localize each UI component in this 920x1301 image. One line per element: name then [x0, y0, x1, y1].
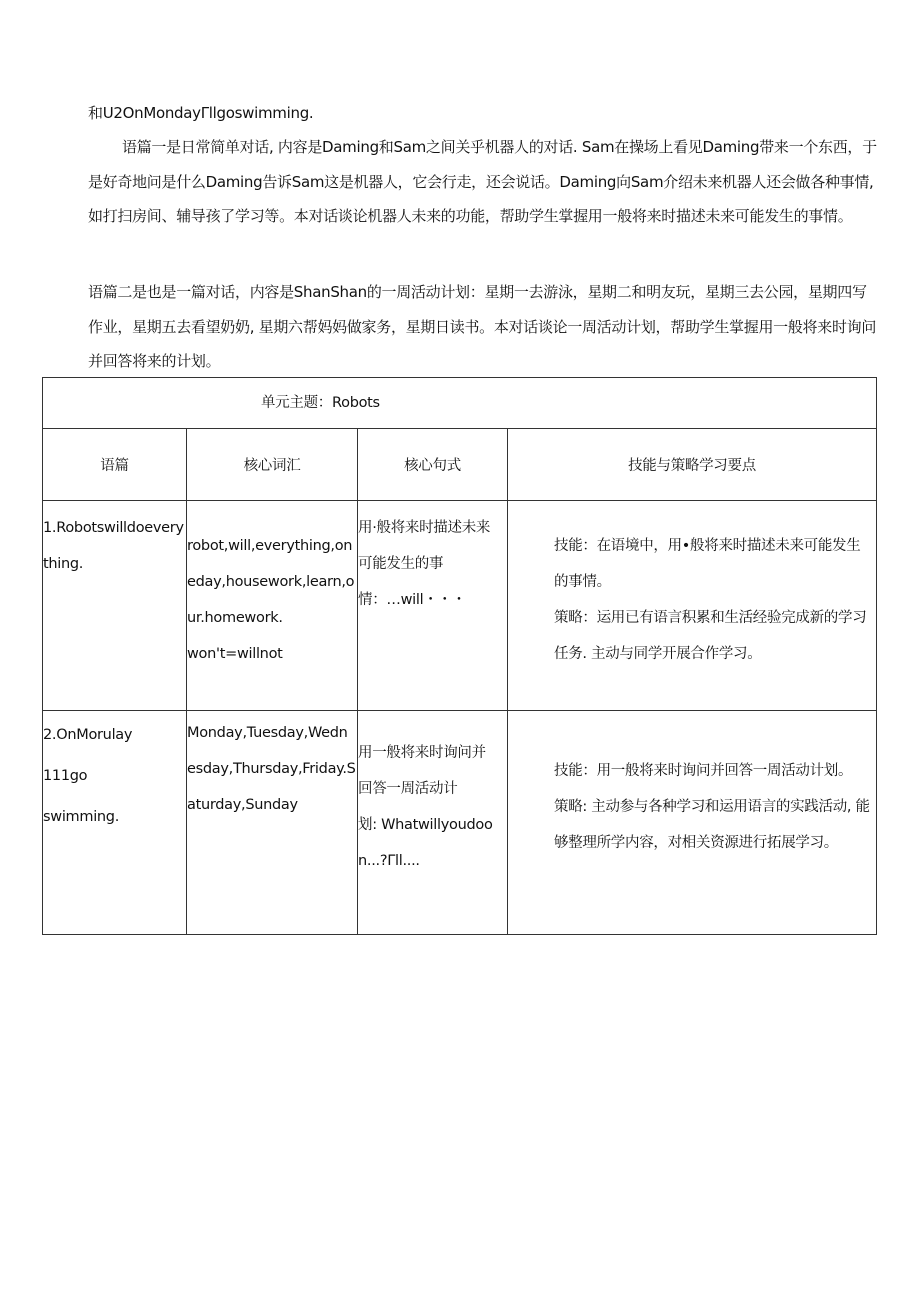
strategy-text: 策略：运用已有语言积累和生活经验完成新的学习任务. 主动与同学开展合作学习。	[554, 610, 867, 662]
pattern-cell	[358, 501, 508, 711]
vocab-line: ur.homework.	[187, 610, 283, 626]
pattern-line: 回答一周活动计	[358, 781, 458, 797]
pattern-cell	[358, 711, 508, 935]
paragraph-text-two: 语篇二是也是一篇对话，内容是ShanShan的一周活动计划：星期一去游泳，星期二和明友玩，星期三去公园，星期四写作业，星期五去看望奶奶, 星期六帮妈妈做家务，星期日读书。本对话谈论一周活动计划，帮助学生掌握用一般将来时询问并回答将来的计划。	[88, 283, 877, 370]
text-line: 1.Robotswilldoevery	[43, 520, 184, 536]
table-row	[43, 711, 877, 935]
pattern-line: 情：…will・・・	[358, 592, 466, 608]
paragraph-text-one: 语篇一是日常简单对话, 内容是Daming和Sam之间关乎机器人的对话. Sam在操场上看见Daming带来一个东西，于是好奇地问是什么Daming告诉Sam这是机器人，它会行走，还会说话。Daming向Sam介绍未来机器人还会做各种事情, 如打扫房间、辅导孩了学习等。本对话谈论机器人未来的功能，帮助学生掌握用一般将来时描述未来可能发生的事情。	[88, 138, 877, 225]
text-line: thing.	[43, 556, 84, 572]
skill-text: 技能：在语境中，用•般将来时描述未来可能发生的事情。	[554, 538, 861, 590]
table-row	[43, 501, 877, 711]
vocab-line: won't=willnot	[187, 646, 283, 662]
vocab-cell	[187, 501, 358, 711]
vocab-line: esday,Thursday,Friday.S	[187, 761, 356, 777]
vocab-line: eday,housework,learn,o	[187, 574, 355, 590]
header-text: 语篇	[43, 429, 187, 501]
text-cell	[43, 501, 187, 711]
skill-text: 技能：用一般将来时询问并回答一周活动计划。	[554, 763, 853, 779]
text-line: 2.OnMorulay	[43, 727, 133, 743]
text-line: 111go	[43, 768, 88, 784]
text-cell	[43, 711, 187, 935]
header-vocab: 核心词汇	[187, 429, 358, 501]
skills-cell	[508, 501, 877, 711]
pattern-line: 用·般将来时描述未来	[358, 520, 491, 536]
pattern-line: n...?Γll....	[358, 853, 420, 869]
header-pattern: 核心句式	[358, 429, 508, 501]
pattern-line: 可能发生的事	[358, 556, 444, 572]
unit-table	[42, 377, 877, 935]
pattern-line: 划: Whatwillyoudoo	[358, 817, 493, 833]
text-line: swimming.	[43, 809, 120, 825]
intro-line: 和U2OnMondayΓllgoswimming.	[88, 104, 314, 122]
skills-cell	[508, 711, 877, 935]
vocab-line: robot,will,everything,on	[187, 538, 353, 554]
vocab-line: Monday,Tuesday,Wedn	[187, 725, 348, 741]
vocab-line: aturday,Sunday	[187, 797, 298, 813]
vocab-cell	[187, 711, 358, 935]
pattern-line: 用一般将来时询问并	[358, 745, 486, 761]
header-skills: 技能与策略学习要点	[508, 429, 877, 501]
strategy-text: 策略: 主动参与各种学习和运用语言的实践活动, 能够整理所学内容，对相关资源进行拓展学习。	[554, 799, 870, 851]
unit-theme: 单元主题：Robots	[43, 378, 877, 429]
